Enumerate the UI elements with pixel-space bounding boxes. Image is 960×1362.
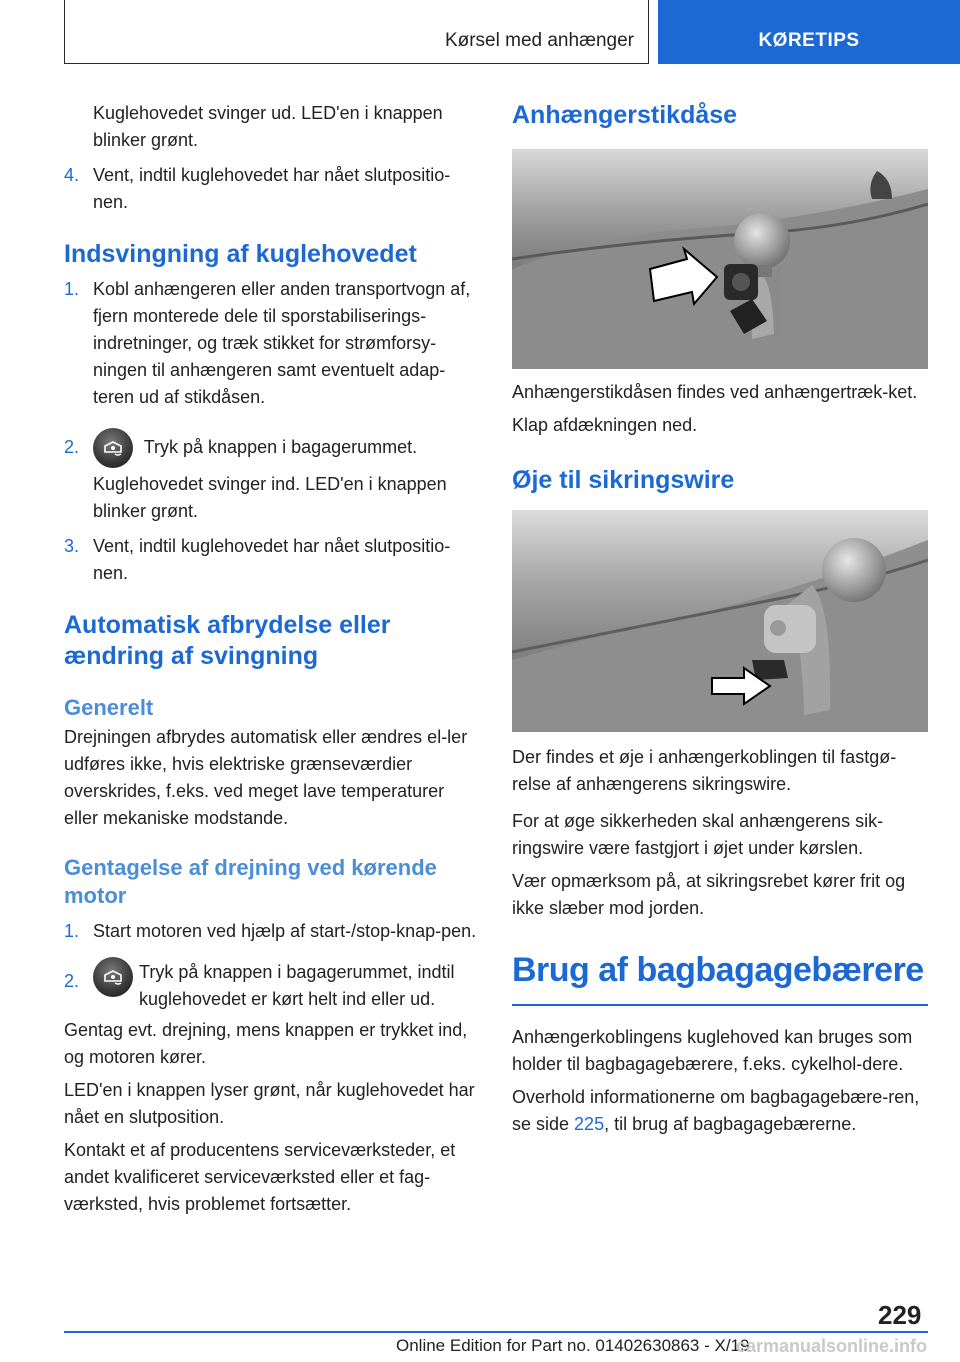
header-chapter-tab [658, 0, 960, 64]
header-section-box [64, 0, 649, 64]
header-chapter-title: KØRETIPS [758, 30, 860, 51]
list-subtext: Kuglehovedet svinger ind. LED'en i knappen blinker grønt. [93, 474, 447, 521]
header-section-title: Kørsel med anhænger [444, 30, 634, 51]
generelt-text: Drejningen afbrydes automatisk eller ændres el‐ler udføres ikke, hvis elektriske grænseværdier overskrides, f.eks. ved meget lave temperaturer eller mekaniske modstande. [64, 727, 468, 828]
carrier-text: Anhængerkoblingens kuglehoved kan bruges som holder til bagbagagebærere, f.eks. cykelhol‐dere. [512, 1027, 913, 1074]
list-item [64, 162, 477, 216]
socket-photo [512, 149, 928, 369]
list-number: 2. [64, 971, 80, 991]
page-number: 229 [878, 1300, 922, 1330]
socket-text: Klap afdækningen ned. [512, 415, 698, 435]
heading-indsvingning: Indsvingning af kuglehovedet [64, 240, 417, 268]
socket-text: Anhængerstikdåsen findes ved anhængertræk‐ket. [512, 382, 918, 402]
right-column [512, 100, 928, 1138]
list-item [64, 959, 477, 1013]
heading-rule [512, 1004, 928, 1006]
left-column [64, 100, 477, 1218]
heading-oeje: Øje til sikringswire [512, 466, 735, 494]
paragraph: Kontakt et af producentens serviceværksteder, et andet kvalificeret serviceværksted eller et fag‐værksted, hvis problemet fortsætter. [64, 1140, 456, 1214]
eyelet-photo [512, 510, 928, 732]
carrier-text [512, 1084, 928, 1138]
paragraph: Gentag evt. drejning, mens knappen er trykket ind, og motoren kører. [64, 1020, 468, 1067]
eyelet-text: For at øge sikkerheden skal anhængerens sik‐ringswire være fastgjort i øjet under kørslen. [512, 811, 884, 858]
heading-automatisk: Automatisk afbrydelse eller ændring af svingning [64, 611, 391, 670]
paragraph: LED'en i knappen lyser grønt, når kuglehovedet har nået en slutposition. [64, 1080, 475, 1127]
footer-rule [64, 1331, 928, 1333]
list-text: Tryk på knappen i bagagerummet. [143, 437, 418, 457]
heading-gentagelse: Gentagelse af drejning ved kørende motor [64, 855, 437, 908]
list-text: Kobl anhængeren eller anden transportvogn af, fjern monterede dele til sporstabiliserings‐indretninger, og træk stikket for strømforsy‐ningen til anhængeren samt eventuelt adap‐teren ud af stikdåsen. [93, 279, 471, 407]
list-number: 1. [64, 279, 80, 299]
trunk-button-icon [93, 957, 133, 997]
list-item [64, 533, 477, 587]
list-text: Vent, indtil kuglehovedet har nået slutpositio‐nen. [93, 536, 451, 583]
list-number: 3. [64, 536, 80, 556]
carrier-text-part: , til brug af bagbagagebærerne. [604, 1114, 857, 1134]
heading-generelt: Generelt [64, 695, 154, 720]
trunk-button-icon [93, 428, 133, 468]
list-text: Tryk på knappen i bagagerummet, indtil kuglehovedet er kørt helt ind eller ud. [139, 962, 455, 1009]
continued-text: Kuglehovedet svinger ud. LED'en i knappen blinker grønt. [93, 103, 443, 150]
heading-bagbagagebaerere: Brug af bagbagagebærere [512, 951, 924, 989]
list-item [64, 918, 477, 945]
heading-anhaengerstikdaase: Anhængerstikdåse [512, 101, 738, 129]
carrier-text-part: Overhold informationerne om bagbagagebære‐ren, se side [512, 1087, 920, 1134]
edition-text: Online Edition for Part no. 01402630863 - X/19 [396, 1336, 750, 1355]
list-item [64, 425, 477, 469]
list-number: 2. [64, 437, 80, 457]
eyelet-text: Der findes et øje i anhængerkoblingen til fastgø‐relse af anhængerens sikringswire. [512, 747, 897, 794]
list-text: Start motoren ved hjælp af start-/stop-knap‐pen. [93, 921, 477, 941]
list-item [64, 276, 477, 411]
page-reference-link[interactable]: 225 [574, 1114, 605, 1134]
eyelet-text: Vær opmærksom på, at sikringsrebet kører frit og ikke slæber mod jorden. [512, 871, 906, 918]
list-text: Vent, indtil kuglehovedet har nået slutpositio‐nen. [93, 165, 451, 212]
watermark: carmanualsonline.info [736, 1336, 928, 1356]
list-number: 1. [64, 921, 80, 941]
list-number: 4. [64, 165, 80, 185]
